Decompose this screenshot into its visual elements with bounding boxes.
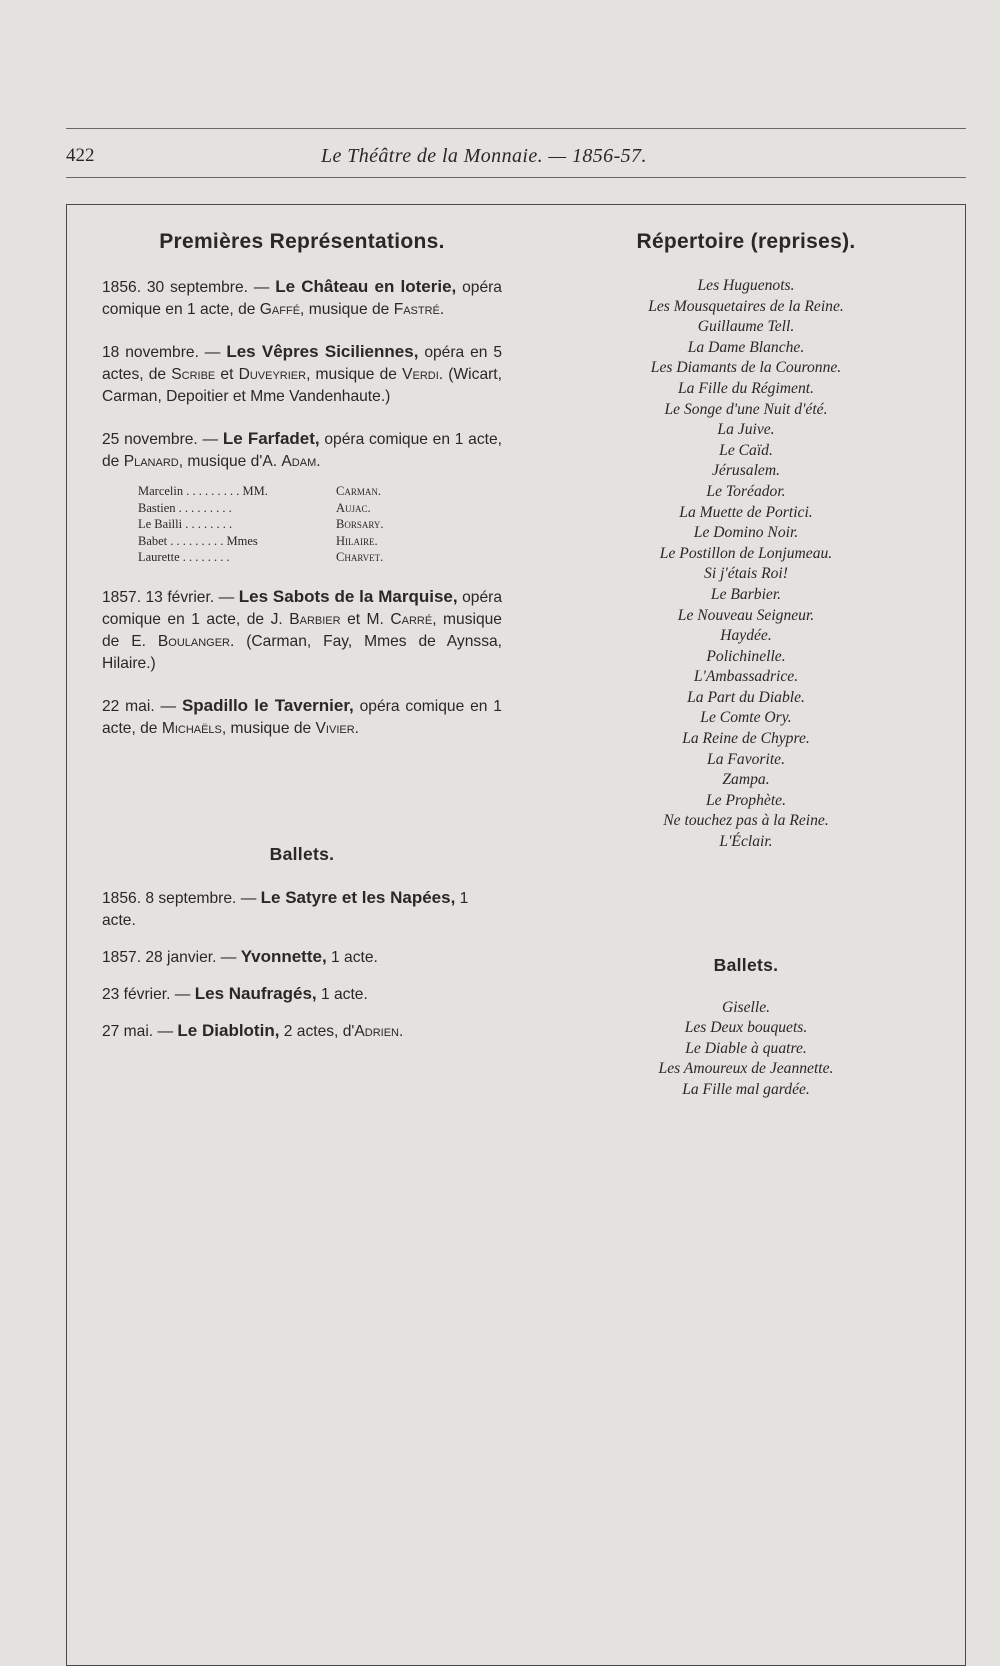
cast-row bbox=[138, 549, 502, 566]
ballet-item: La Fille mal gardée. bbox=[682, 1081, 810, 1098]
entry-date: 18 novembre. — bbox=[102, 344, 221, 361]
cast-role: Le Bailli . . . . . . . . bbox=[138, 517, 233, 531]
author-name: Michaëls bbox=[161, 719, 222, 737]
author-name: Carré bbox=[390, 610, 433, 628]
author-name: Adam bbox=[281, 453, 317, 470]
ballet-entry: 1857. 28 janvier. — Yvonnette, 1 acte. bbox=[102, 946, 378, 966]
repertoire-item: Le Barbier. bbox=[710, 585, 782, 603]
repertoire-item: Haydée. bbox=[720, 627, 772, 645]
author-name: Adrien bbox=[354, 1022, 399, 1040]
repertoire-column bbox=[596, 230, 896, 1101]
ballet-item: Les Amoureux de Jeannette. bbox=[658, 1060, 834, 1078]
entry-date: 27 mai. — bbox=[102, 1022, 174, 1040]
author-name: Gaffé bbox=[259, 301, 301, 318]
premiere-entry: 22 mai. — Spadillo le Tavernier, opéra comique en 1 acte, de Michaëls, musique de Vivier. bbox=[102, 695, 502, 737]
work-title: Le Farfadet, bbox=[222, 429, 320, 448]
ballet-entry: 27 mai. — Le Diablotin, 2 actes, d'Adrien. bbox=[102, 1020, 404, 1040]
repertoire-item: Ne touchez pas à la Reine. bbox=[663, 812, 829, 830]
repertoire-item: Le Songe d'une Nuit d'été. bbox=[664, 400, 828, 418]
ballet-entry: 23 février. — Les Naufragés, 1 acte. bbox=[102, 983, 368, 1003]
repertoire-item: Guillaume Tell. bbox=[697, 318, 795, 336]
repertoire-item: Polichinelle. bbox=[706, 647, 786, 665]
entry-date: 1856. 8 septembre. — bbox=[102, 889, 257, 907]
author-name: Boulanger bbox=[157, 632, 230, 650]
repertoire-item: Le Toréador. bbox=[706, 482, 786, 500]
work-title: Les Vêpres Siciliennes, bbox=[226, 342, 419, 361]
author-name: Duveyrier bbox=[238, 366, 307, 383]
cast-row bbox=[138, 516, 502, 533]
cast-actor: Carman. bbox=[336, 484, 381, 498]
cast-role: Babet . . . . . . . . . Mmes bbox=[138, 533, 258, 548]
author-name: Barbier bbox=[289, 610, 341, 628]
work-title: Spadillo le Tavernier, bbox=[181, 695, 354, 715]
ballets-list bbox=[596, 998, 896, 1101]
cast-role: Bastien . . . . . . . . . bbox=[138, 500, 232, 515]
repertoire-item: Si j'étais Roi! bbox=[704, 565, 788, 583]
work-title: Le Satyre et les Napées, bbox=[260, 887, 456, 907]
author-name: Vivier bbox=[315, 719, 355, 737]
repertoire-list bbox=[596, 276, 896, 853]
repertoire-item: Le Postillon de Lonjumeau. bbox=[659, 544, 833, 562]
repertoire-item: Jérusalem. bbox=[712, 462, 780, 480]
repertoire-item: L'Ambassadrice. bbox=[693, 668, 799, 686]
work-title: Le Château en loterie, bbox=[275, 277, 457, 296]
author-name: Fastré bbox=[393, 301, 440, 318]
repertoire-item: Le Domino Noir. bbox=[693, 524, 799, 542]
cast-role: Laurette . . . . . . . . bbox=[138, 550, 230, 564]
repertoire-item: L'Éclair. bbox=[719, 833, 773, 851]
cast-actor: Hilaire. bbox=[336, 533, 378, 548]
cast-actor: Charvet. bbox=[336, 550, 384, 564]
repertoire-item: La Juive. bbox=[717, 421, 775, 439]
repertoire-item: Les Huguenots. bbox=[697, 277, 795, 294]
ballet-item: Giselle. bbox=[721, 998, 771, 1016]
premieres-title: Premières Représentations. bbox=[159, 230, 445, 253]
repertoire-item: La Part du Diable. bbox=[687, 688, 805, 706]
cast-role: Marcelin . . . . . . . . . MM. bbox=[138, 484, 268, 498]
premiere-entry: 18 novembre. — Les Vêpres Siciliennes, opéra en 5 actes, de Scribe et Duveyrier, musique de Verdi. (Wicart, Carman, Depoitier et Mme Vandenhaute.) bbox=[102, 342, 503, 405]
entry-date: 25 novembre. — bbox=[102, 431, 219, 448]
repertoire-item: La Fille du Régiment. bbox=[678, 379, 814, 397]
premieres-column bbox=[102, 230, 502, 1057]
repertoire-item: Zampa. bbox=[722, 771, 770, 789]
author-name: Planard bbox=[123, 453, 179, 470]
ballet-item: Les Deux bouquets. bbox=[684, 1019, 808, 1037]
repertoire-item: Le Prophète. bbox=[706, 791, 786, 809]
ballet-entry: 1856. 8 septembre. — Le Satyre et les Napées, 1 acte. bbox=[102, 887, 469, 929]
repertoire-item: Les Diamants de la Couronne. bbox=[650, 359, 842, 377]
ballet-item: Le Diable à quatre. bbox=[685, 1039, 807, 1057]
cast-list bbox=[138, 483, 502, 566]
repertoire-item: Le Nouveau Seigneur. bbox=[677, 606, 815, 624]
repertoire-item: La Muette de Portici. bbox=[679, 503, 813, 521]
entry-date: 22 mai. — bbox=[102, 697, 177, 715]
premiere-entry: 1857. 13 février. — Les Sabots de la Marquise, opéra comique en 1 acte, de J. Barbier et M. Carré, musique de E. Boulanger. (Carman, Fay, Mmes de Aynssa, Hilaire.) bbox=[102, 586, 502, 672]
repertoire-item: La Reine de Chypre. bbox=[682, 730, 810, 748]
cast-row bbox=[138, 500, 502, 517]
page-header bbox=[66, 128, 966, 178]
work-title: Les Naufragés, bbox=[194, 983, 317, 1003]
premiere-entry: 25 novembre. — Le Farfadet, opéra comique en 1 acte, de Planard, musique d'A. Adam. bbox=[102, 429, 502, 470]
cast-actor: Borsary. bbox=[336, 517, 384, 531]
repertoire-item: Le Comte Ory. bbox=[700, 709, 792, 727]
entry-date: 1857. 28 janvier. — bbox=[102, 948, 237, 966]
repertoire-item: La Favorite. bbox=[707, 750, 785, 768]
cast-actor: Aujac. bbox=[336, 500, 371, 515]
page-number: 422 bbox=[66, 145, 95, 166]
work-title: Le Diablotin, bbox=[177, 1020, 280, 1040]
repertoire-item: Les Mousquetaires de la Reine. bbox=[648, 297, 844, 315]
entry-date: 1857. 13 février. — bbox=[102, 588, 235, 606]
entry-date: 1856. 30 septembre. — bbox=[102, 279, 270, 296]
repertoire-item: Le Caïd. bbox=[719, 441, 773, 459]
author-name: Verdi bbox=[402, 366, 439, 383]
work-title: Yvonnette, bbox=[240, 946, 327, 966]
repertoire-item: La Dame Blanche. bbox=[687, 338, 805, 356]
running-title: Le Théâtre de la Monnaie. — 1856-57. bbox=[321, 145, 647, 167]
cast-row bbox=[138, 533, 502, 550]
work-title: Les Sabots de la Marquise, bbox=[238, 586, 458, 606]
cast-row bbox=[138, 483, 502, 500]
ballets-title-left: Ballets. bbox=[269, 843, 335, 864]
premiere-entry: 1856. 30 septembre. — Le Château en loterie, opéra comique en 1 acte, de Gaffé, musique de Fastré. bbox=[102, 277, 502, 318]
repertoire-title: Répertoire (reprises). bbox=[636, 230, 856, 253]
ballets-title-right: Ballets. bbox=[713, 954, 779, 975]
author-name: Scribe bbox=[171, 366, 216, 383]
entry-date: 23 février. — bbox=[102, 985, 191, 1003]
